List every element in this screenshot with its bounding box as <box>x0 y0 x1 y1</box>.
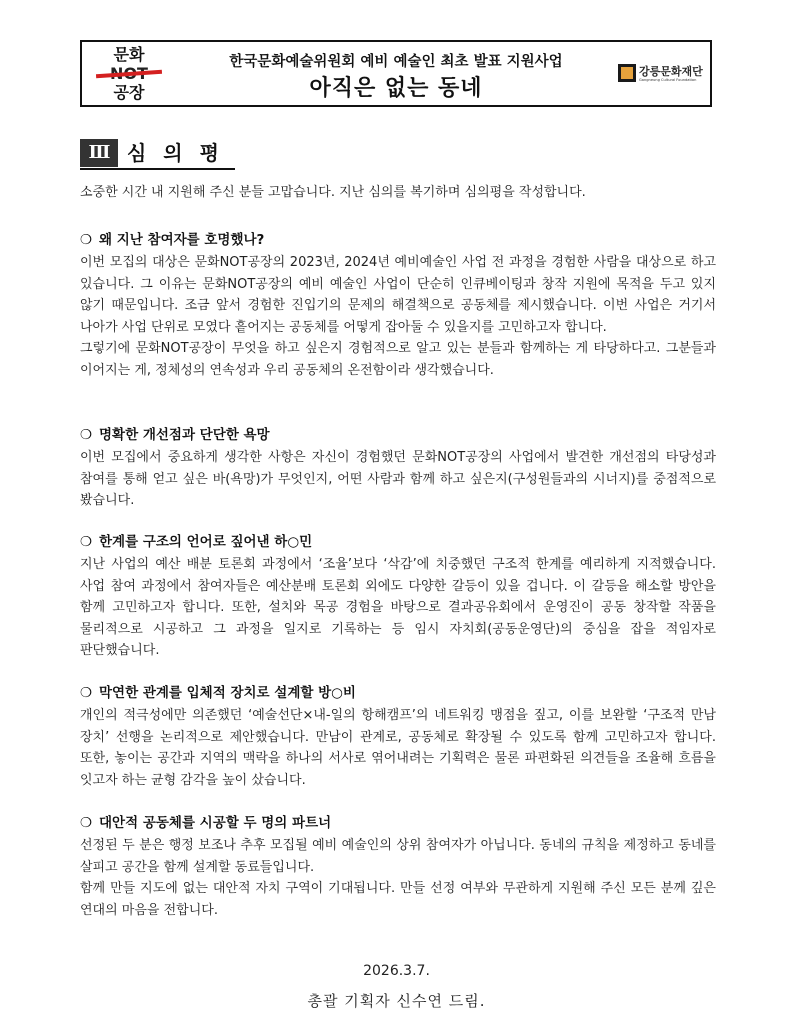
item-paragraph: 함께 만들 지도에 없는 대안적 자치 구역이 기대됩니다. 만들 선정 여부와 무관하게 지원해 주신 모든 분께 깊은 연대의 마음을 전합니다. <box>80 881 716 918</box>
item-heading-text: 왜 지난 참여자를 호명했나? <box>99 232 265 248</box>
section-underline <box>80 168 235 170</box>
signature-line: 총괄 기획자 신수연 드림. <box>307 992 486 1010</box>
circle-bullet-icon: ❍ <box>80 685 93 701</box>
intro-paragraph: 소중한 시간 내 지원해 주신 분들 고맙습니다. 지난 심의를 복기하며 심의평을 작성합니다. <box>80 185 586 200</box>
circle-bullet-icon: ❍ <box>80 815 93 831</box>
item-heading-5 <box>80 813 331 834</box>
circle-bullet-icon: ❍ <box>80 534 93 550</box>
item-paragraph: 이번 모집의 대상은 문화NOT공장의 2023년, 2024년 예비예술인 사업 전 과정을 경험한 사람을 대상으로 하고 있습니다. 그 이유는 문화NOT공장의 예비 예술인 사업이 단순히 인큐베이팅과 창작 지원에 목적을 두고 있지 않기 때문입니다. 조금 앞서 경험한 진입기의 문제의 해결책으로 공동체를 제시했습니다. 이번 사업은 거기서 나아가 사업 단위로 모였다 흩어지는 공동체를 어떻게 잡아둘 수 있을지를 고민하고자 합니다. <box>80 255 716 335</box>
logo-line-3: 공장 <box>113 83 145 102</box>
item-heading-4 <box>80 683 356 704</box>
item-paragraph: 지난 사업의 예산 배분 토론회 과정에서 ‘조율’보다 ‘삭감’에 치중했던 구조적 한계를 예리하게 지적했습니다. 사업 참여 과정에서 참여자들은 예산분배 토론회 외에도 다양한 갈등이 있을 겁니다. 이 갈등을 해소할 방안을 함께 고민하고자 합니다. 또한, 설치와 목공 경험을 바탕으로 결과공유회에서 운영진이 공동 창작할 작품을 물리적으로 시공하고 그 과정을 일지로 기록하는 등 임시 자치회(공동운영단)의 중심을 잡을 적임자로 판단했습니다. <box>80 557 716 658</box>
circle-bullet-icon: ❍ <box>80 427 93 443</box>
item-paragraph: 선정된 두 분은 행정 보조나 추후 모집될 예비 예술인의 상위 참여자가 아닙니다. 동네의 규칙을 제정하고 동네를 살피고 공간을 함께 설계할 동료들입니다. <box>80 838 716 875</box>
item-heading-text: 대안적 공동체를 시공할 두 명의 파트너 <box>99 815 332 831</box>
item-heading-1 <box>80 230 264 251</box>
header-title: 아직은 없는 동네 <box>309 76 483 101</box>
item-heading-2 <box>80 425 270 446</box>
item-heading-text: 한계를 구조의 언어로 짚어낸 하○민 <box>99 534 313 550</box>
item-paragraph: 이번 모집에서 중요하게 생각한 사항은 자신이 경험했던 문화NOT공장의 사업에서 발견한 개선점의 타당성과 참여를 통해 얻고 싶은 바(욕망)가 무엇인지, 어떤 사람과 함께 하고 싶은지(구성원들과의 시너지)를 중점적으로 봤습니다. <box>80 450 716 508</box>
item-heading-3 <box>80 532 312 553</box>
document-header <box>80 40 712 107</box>
logo-line-1: 문화 <box>113 45 145 64</box>
circle-bullet-icon: ❍ <box>80 232 93 248</box>
item-heading-text: 막연한 관계를 입체적 장치로 설계할 방○비 <box>99 685 356 701</box>
section-heading <box>80 139 235 167</box>
section-title: 심 의 평 <box>127 141 224 165</box>
item-body-5 <box>80 835 716 921</box>
item-paragraph: 개인의 적극성에만 의존했던 ‘예술선단×내-일의 항해캠프’의 네트워킹 맹점을 짚고, 이를 보완할 ‘구조적 만남 장치’ 선행을 논리적으로 제안했습니다. 만남이 관계로, 공동체로 확장될 수 있도록 함께 고민하고자 합니다. 또한, 놓이는 공간과 지역의 맥락을 하나의 서사로 엮어내려는 기획력은 물론 파편화된 의견들을 조율해 흐름을 잇고자 하는 균형 감각을 높이 샀습니다. <box>80 708 716 788</box>
gangneung-foundation-logo <box>618 62 704 88</box>
item-body-3 <box>80 554 716 662</box>
section-number: Ⅲ <box>80 139 118 167</box>
document-date: 2026.3.7. <box>363 963 430 979</box>
item-heading-text: 명확한 개선점과 단단한 욕망 <box>99 427 270 443</box>
item-paragraph: 그렇기에 문화NOT공장이 무엇을 하고 싶은지 경험적으로 알고 있는 분들과 함께하는 게 타당하다고. 그분들과 이어지는 게, 정체성의 연속성과 우리 공동체의 온전함이라 생각했습니다. <box>80 341 716 378</box>
item-body-4 <box>80 705 716 791</box>
header-subtitle: 한국문화예술위원회 예비 예술인 최초 발표 지원사업 <box>229 54 563 70</box>
foundation-english-name: Gangneung Cultural Foundation <box>639 78 697 82</box>
item-body-1 <box>80 252 716 381</box>
foundation-mark-icon <box>618 64 636 82</box>
item-body-2 <box>80 447 716 512</box>
foundation-name: 강릉문화재단 <box>639 65 703 78</box>
